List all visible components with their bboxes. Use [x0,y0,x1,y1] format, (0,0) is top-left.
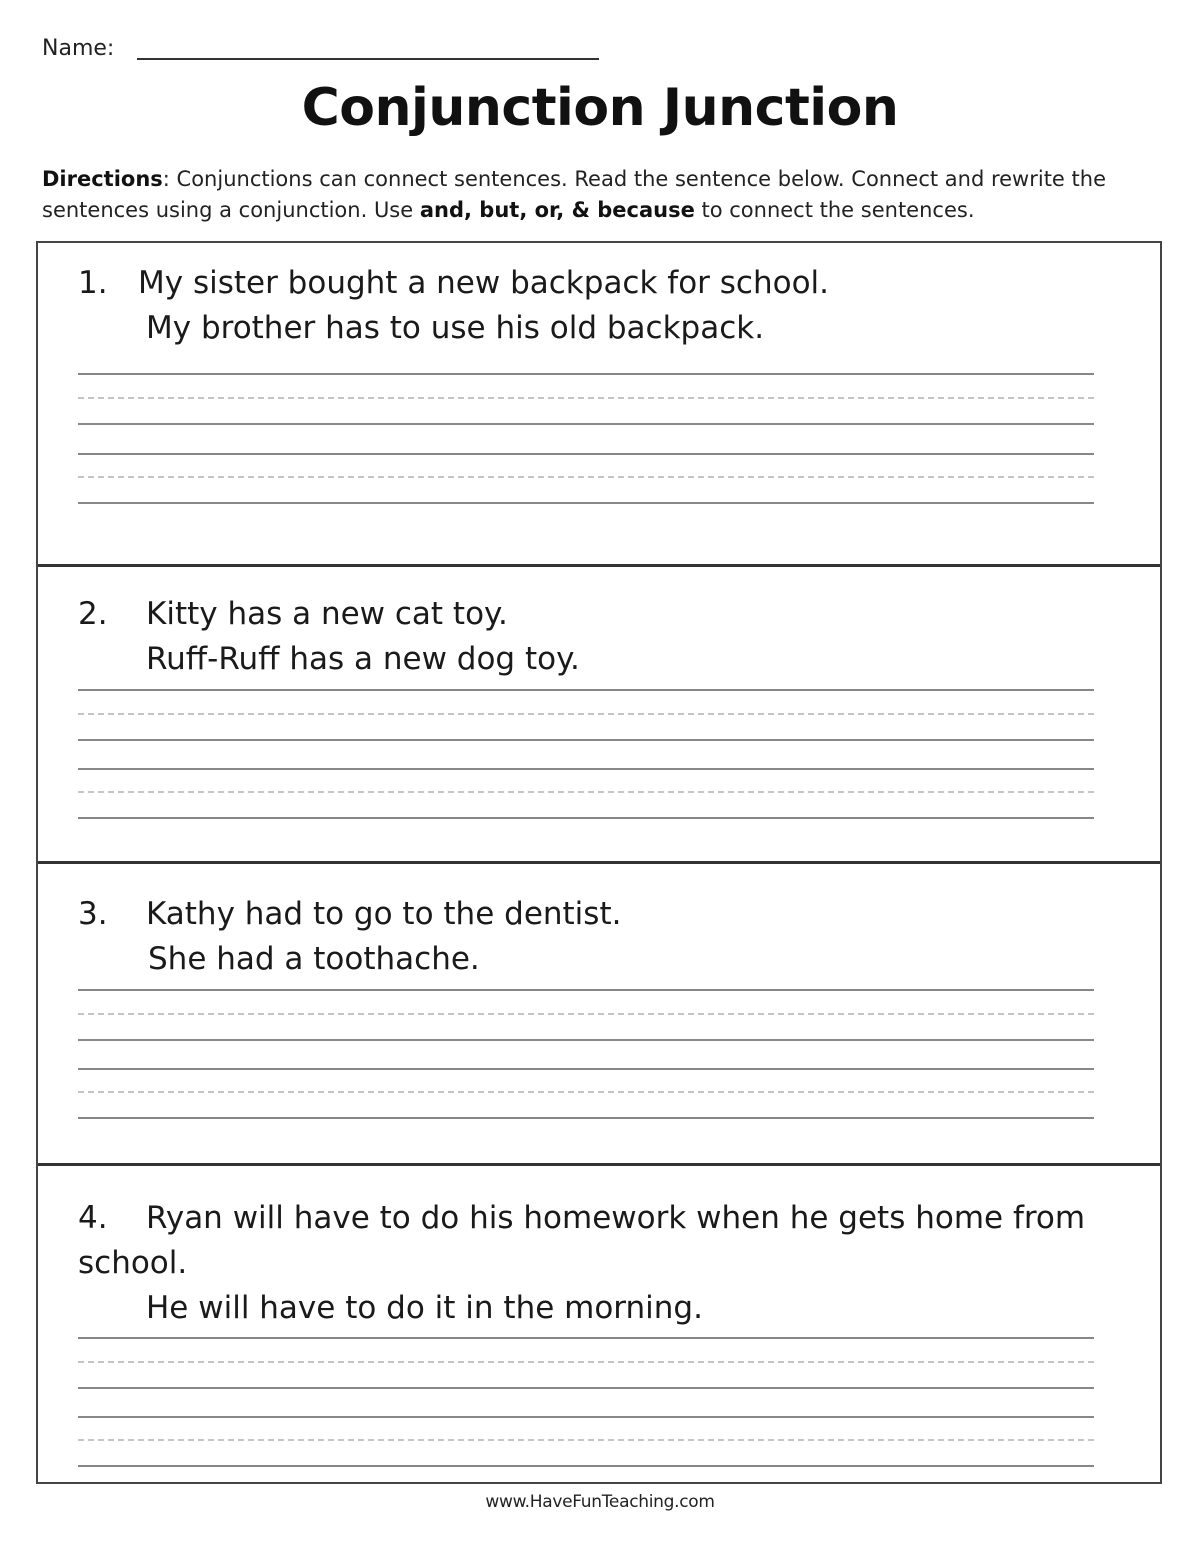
answer-lines[interactable] [78,689,1094,824]
question-sentence-1: My sister bought a new backpack for school. [138,265,830,301]
answer-line-dashed [78,1439,1094,1441]
answer-line-dashed [78,1091,1094,1093]
directions [42,164,1152,226]
question-sentence-2: Ruff-Ruff has a new dog toy. [146,641,580,677]
answer-line-solid [78,689,1094,691]
question-number: 3. [78,896,108,932]
answer-line-solid [78,1387,1094,1389]
answer-line-solid [78,373,1094,375]
answer-line-solid [78,423,1094,425]
footer-website: www.HaveFunTeaching.com [485,1492,715,1512]
directions-conjunctions: and, but, or, & because [419,198,695,222]
answer-line-solid [78,1039,1094,1041]
answer-line-solid [78,1337,1094,1339]
answer-line-solid [78,768,1094,770]
name-label: Name: [42,36,115,61]
answer-line-solid [78,453,1094,455]
question-sentence-1: Kitty has a new cat toy. [146,596,508,632]
question-sentence-2: She had a toothache. [148,941,480,977]
question-section-3 [38,862,1160,1166]
answer-line-dashed [78,713,1094,715]
question-section-2 [38,564,1160,864]
question-sentence-2: My brother has to use his old backpack. [146,310,765,346]
directions-text-2: to connect the sentences. [694,198,975,222]
name-write-line[interactable] [137,58,599,60]
answer-line-solid [78,817,1094,819]
directions-text-1: : Conjunctions can connect sentences. Read the sentence below. Connect and rewrite the sentences using a conjunction. Use [42,167,1106,222]
answer-lines[interactable] [78,989,1094,1124]
answer-lines[interactable] [78,1337,1094,1472]
answer-line-solid [78,1068,1094,1070]
directions-label: Directions [42,167,163,191]
question-section-1 [38,243,1160,567]
answer-line-dashed [78,1361,1094,1363]
question-sentence-1-continued: school. [78,1245,188,1281]
answer-line-solid [78,1117,1094,1119]
answer-line-dashed [78,397,1094,399]
answer-line-dashed [78,791,1094,793]
question-sentence-1: Ryan will have to do his homework when he gets home from [146,1200,1086,1236]
answer-line-solid [78,502,1094,504]
exercise-box [36,241,1162,1484]
question-number: 4. [78,1200,108,1236]
answer-line-solid [78,739,1094,741]
question-number: 1. [78,265,108,301]
answer-line-dashed [78,1013,1094,1015]
answer-line-solid [78,1416,1094,1418]
question-section-4 [38,1166,1160,1482]
answer-lines[interactable] [78,373,1094,508]
answer-line-solid [78,1465,1094,1467]
question-sentence-1: Kathy had to go to the dentist. [146,896,622,932]
answer-line-dashed [78,476,1094,478]
question-number: 2. [78,596,108,632]
worksheet-title: Conjunction Junction [301,78,899,138]
answer-line-solid [78,989,1094,991]
question-sentence-2: He will have to do it in the morning. [146,1290,703,1326]
